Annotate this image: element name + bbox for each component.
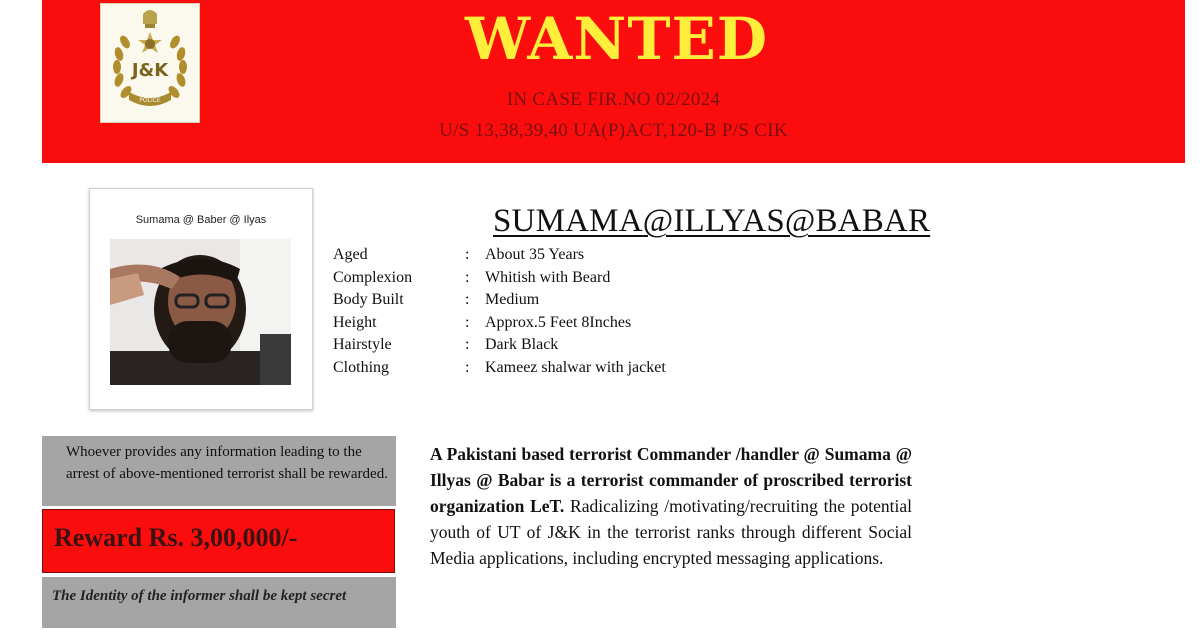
detail-row bbox=[333, 336, 753, 359]
svg-text:J&K: J&K bbox=[131, 60, 169, 81]
jk-police-logo bbox=[100, 3, 200, 123]
suspect-name: SUMAMA@ILLYAS@BABAR bbox=[493, 203, 931, 239]
detail-value: Dark Black bbox=[485, 336, 559, 353]
detail-value: Medium bbox=[485, 291, 540, 308]
informer-secret-box bbox=[42, 577, 396, 628]
detail-colon: : bbox=[465, 358, 470, 376]
informer-secret-text: The Identity of the informer shall be kept secret bbox=[52, 588, 347, 604]
detail-label: Hairstyle bbox=[333, 336, 392, 353]
suspect-photo-card bbox=[89, 188, 313, 410]
photo-caption: Sumama @ Baber @ Ilyas bbox=[135, 214, 267, 226]
svg-text:POLICE: POLICE bbox=[139, 97, 161, 104]
description-rest: Radicalizing /motivating/recruiting the potential youth of UT of J&K in the terrorist ranks through different Social Media applications, including encrypted messaging applications. bbox=[430, 496, 912, 568]
detail-value: Approx.5 Feet 8Inches bbox=[485, 313, 632, 331]
wanted-header bbox=[42, 0, 1185, 163]
detail-label: Height bbox=[333, 313, 377, 331]
jk-police-emblem-icon bbox=[101, 4, 199, 122]
detail-value: Whitish with Beard bbox=[485, 268, 611, 286]
detail-colon: : bbox=[465, 313, 470, 331]
reward-info-box bbox=[42, 436, 398, 506]
reward-info-text: Whoever provides any information leading to the arrest of above-mentioned terrorist shall be rewarded. bbox=[66, 444, 388, 482]
detail-label: Aged bbox=[333, 246, 368, 263]
description-bold: A Pakistani based terrorist Commander /handler @ Sumama @ Illyas @ Babar is a terrorist commander of proscribed terrorist organization LeT. bbox=[430, 444, 912, 516]
detail-label: Complexion bbox=[333, 268, 413, 286]
detail-colon: : bbox=[465, 268, 470, 286]
suspect-description bbox=[430, 441, 912, 571]
detail-colon: : bbox=[465, 246, 470, 263]
detail-value: About 35 Years bbox=[485, 246, 585, 263]
wanted-title: WANTED bbox=[464, 5, 769, 73]
detail-label: Clothing bbox=[333, 358, 390, 376]
detail-row bbox=[333, 246, 753, 269]
detail-colon: : bbox=[465, 336, 470, 353]
detail-value: Kameez shalwar with jacket bbox=[485, 358, 666, 376]
detail-row bbox=[333, 314, 753, 337]
detail-row bbox=[333, 269, 753, 292]
detail-label: Body Built bbox=[333, 291, 404, 308]
reward-amount: Reward Rs. 3,00,000/- bbox=[54, 523, 298, 552]
fir-number: IN CASE FIR.NO 02/2024 bbox=[506, 89, 721, 110]
suspect-photo bbox=[110, 239, 291, 385]
detail-row bbox=[333, 291, 753, 314]
fir-sections: U/S 13,38,39,40 UA(P)ACT,120-B P/S CIK bbox=[439, 120, 788, 141]
detail-colon: : bbox=[465, 291, 470, 308]
reward-amount-box bbox=[42, 509, 395, 573]
detail-row bbox=[333, 359, 753, 382]
suspect-details bbox=[333, 246, 753, 381]
